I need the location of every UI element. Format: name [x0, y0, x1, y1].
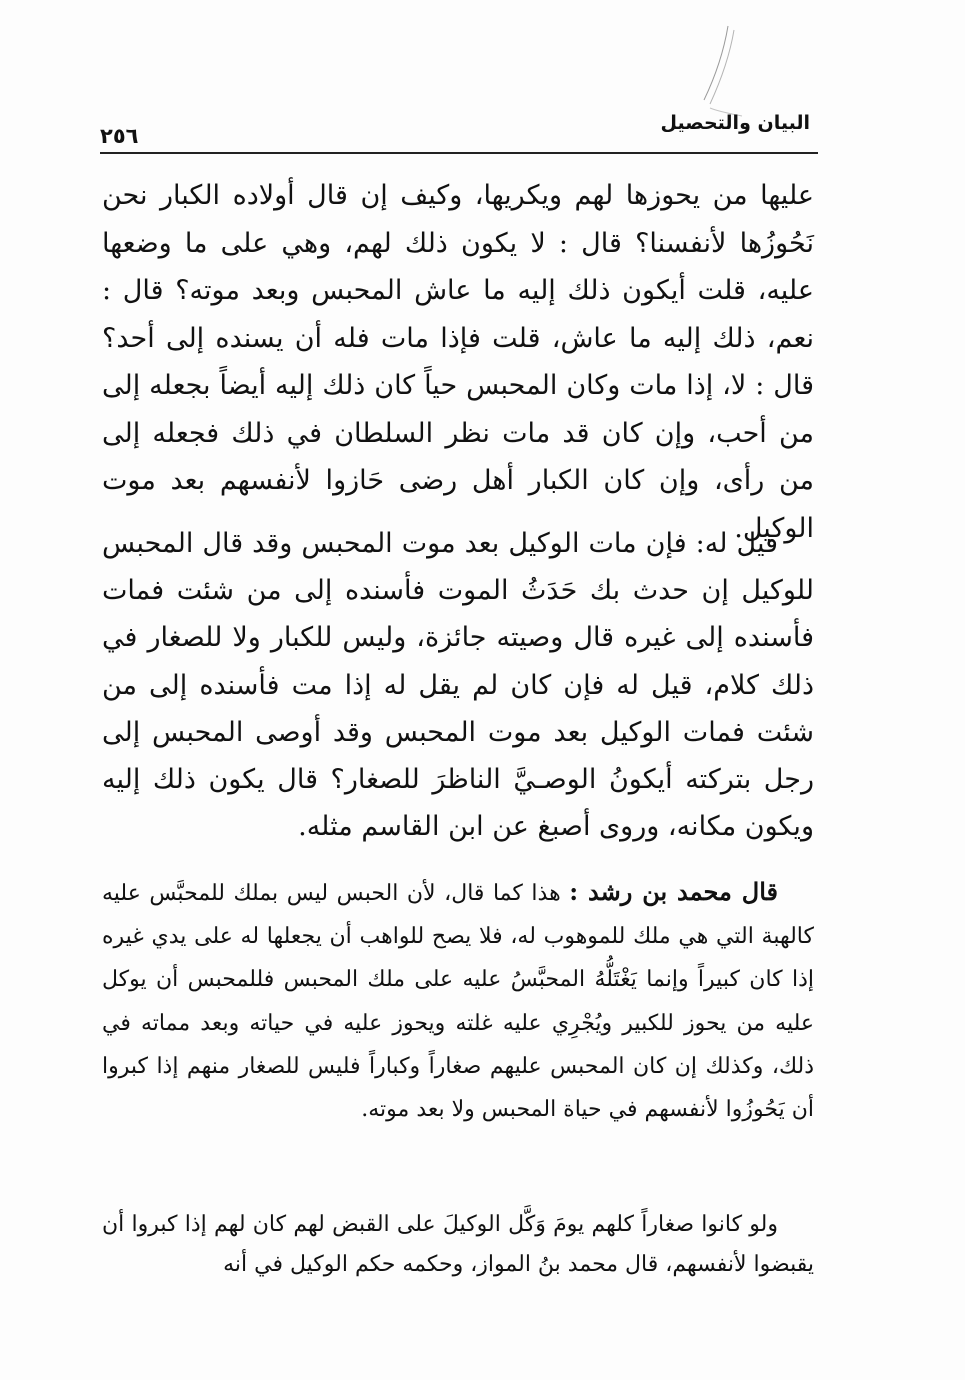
running-header: [100, 98, 818, 152]
paragraph-3: [102, 870, 814, 1131]
paragraph-4: [102, 1205, 814, 1285]
paragraph-1: [102, 172, 814, 552]
paragraph-2: [102, 520, 814, 850]
paragraph-4-text: ولو كانوا صغاراً كلهم يومَ وَكَّل الوكيلَ على القبض لهم كان لهم إذا كبروا أن يقبضوا لأنفسهم، قال محمد بنُ المواز، وحكمه حكم الوكيل في أنه: [102, 1212, 814, 1277]
header-rule: [100, 152, 818, 154]
page-number: ٢٥٦: [100, 124, 139, 148]
commentary-lead: قال محمد بن رشد :: [569, 877, 778, 906]
paragraph-1-text: عليها من يحوزها لهم ويكريها، وكيف إن قال أولاده الكبار نحن نَحُوزُها لأنفسنا؟ قال : لا يكون ذلك لهم، وهي على ما وضعها عليه، قلت أيكون ذلك إليه ما عاش المحبس وبعد موته؟ قال : نعم، ذلك إليه ما عاش، قلت فإذا مات فله أن يسنده إلى أحد؟ قال : لا، إذا مات وكان المحبس حياً كان ذلك إليه أيضاً بجعله إلى من أحب، وإن كان قد مات نظر السلطان في ذلك فجعله إلى من رأى، وإن كان الكبار أهل رضى حَازوا لأنفسهم بعد موت الوكيل.: [102, 180, 814, 544]
paragraph-3-text: هذا كما قال، لأن الحبس ليس بملك للمحبَّس عليه كالهبة التي هي ملك للموهوب له، فلا يصح للواهب أن يجعلها له على يدي غيره إذا كان كبيراً وإنما يَغْتَلُّهُ المحبَّسُ عليه على ملك المحبس فللمحبس أن يوكل عليه من يحوز للكبير ويُجْرِي عليه غلته ويحوز عليه في حياته وبعد مماته في ذلك، وكذلك إن كان المحبس عليهم صغاراً وكباراً فليس للصغار منهم إذا كبروا أن يَحُوزُوا لأنفسهم في حياة المحبس ولا بعد موته.: [102, 881, 814, 1123]
paragraph-2-text: قيل له: فإن مات الوكيل بعد موت المحبس وقد قال المحبس للوكيل إن حدث بك حَدَثُ الموت فأسنده إلى من شئت فمات فأسنده إلى غيره قال وصيته جائزة، وليس للكبار ولا للصغار في ذلك كلام، قيل له فإن كان لم يقل له إذا مت فأسنده إلى من شئت فمات الوكيل بعد موت المحبس وقد أوصى المحبس إلى رجل بتركته أيكونُ الوصـيَّ الناظرَ للصغار؟ قال يكون ذلك إليه ويكون مكانه، وروى أصبغ عن ابن القاسم مثله.: [102, 528, 814, 843]
book-title: البيان والتحصيل: [660, 112, 810, 134]
